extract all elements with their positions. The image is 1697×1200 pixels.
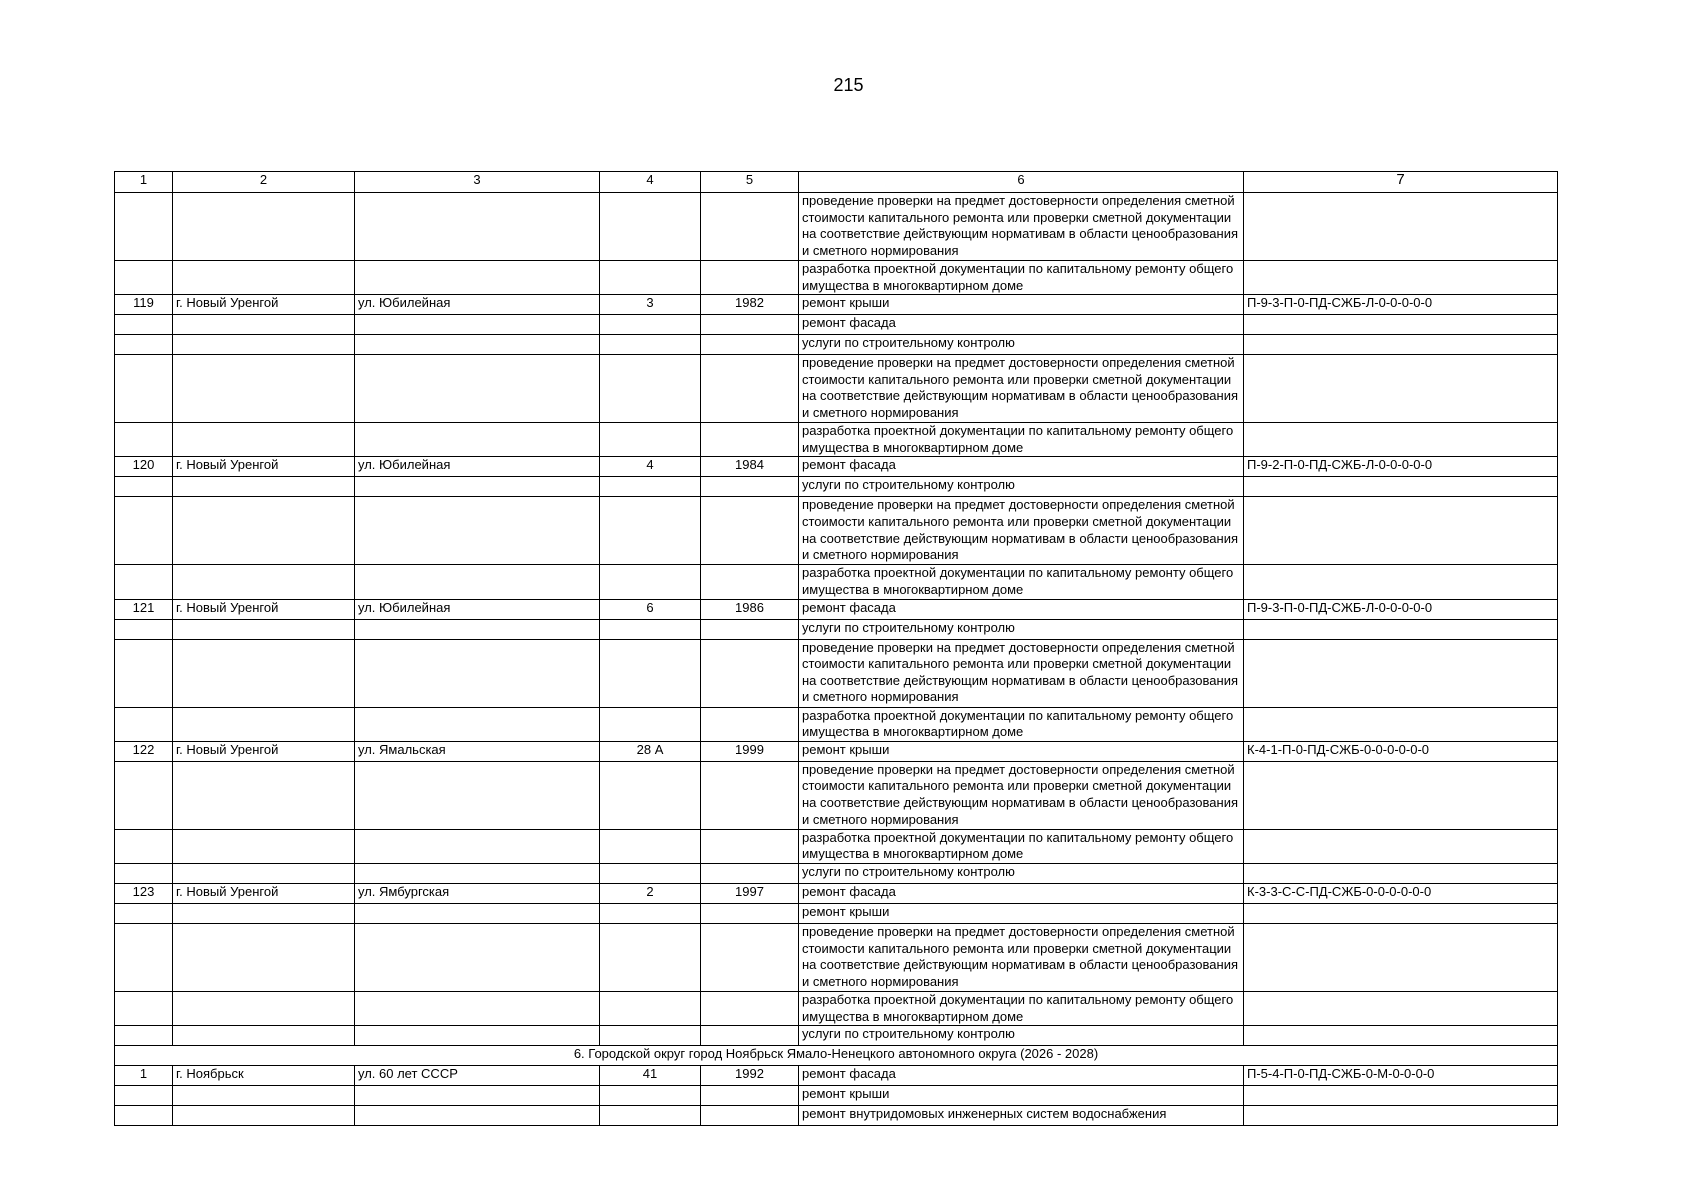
table-row: [115, 193, 1558, 261]
table-cell: [701, 261, 799, 295]
table-cell: П-9-3-П-0-ПД-СЖБ-Л-0-0-0-0-0: [1244, 599, 1558, 619]
table-cell: [355, 619, 600, 639]
table-cell: [600, 193, 701, 261]
table-cell: ул. Юбилейная: [355, 457, 600, 477]
table-cell: 28 А: [600, 741, 701, 761]
table-cell: [701, 863, 799, 883]
table-cell: [173, 1086, 355, 1106]
table-cell: К-3-3-С-С-ПД-СЖБ-0-0-0-0-0-0: [1244, 883, 1558, 903]
table-cell: [701, 1106, 799, 1126]
table-cell: ремонт крыши: [799, 741, 1244, 761]
table-cell: проведение проверки на предмет достоверности определения сметной стоимости капитального ремонта или проверки сметной документации на соответствие действующим нормативам в области ценообразования и сметного нормирования: [799, 497, 1244, 565]
table-cell: [1244, 477, 1558, 497]
table-cell: [1244, 315, 1558, 335]
table-cell: [701, 707, 799, 741]
table-cell: разработка проектной документации по капитальному ремонту общего имущества в многоквартирном доме: [799, 423, 1244, 457]
table-cell: [1244, 829, 1558, 863]
table-cell: [701, 923, 799, 991]
column-header-row: [115, 172, 1558, 193]
column-header: 4: [600, 172, 701, 193]
table-row: [115, 883, 1558, 903]
table-cell: [115, 829, 173, 863]
page-number: 215: [833, 75, 864, 95]
table-cell: [600, 335, 701, 355]
table-cell: [355, 335, 600, 355]
table-cell: проведение проверки на предмет достоверности определения сметной стоимости капитального ремонта или проверки сметной документации на соответствие действующим нормативам в области ценообразования и сметного нормирования: [799, 639, 1244, 707]
table-cell: г. Новый Уренгой: [173, 599, 355, 619]
table-cell: 41: [600, 1066, 701, 1086]
table-cell: [355, 991, 600, 1025]
table-cell: 1997: [701, 883, 799, 903]
table-cell: [701, 1086, 799, 1106]
table-cell: [600, 315, 701, 335]
column-header: 2: [173, 172, 355, 193]
table-row: [115, 335, 1558, 355]
table-cell: [355, 497, 600, 565]
table-cell: [115, 497, 173, 565]
table-cell: г. Новый Уренгой: [173, 883, 355, 903]
table-cell: 1984: [701, 457, 799, 477]
table-cell: [701, 355, 799, 423]
table-cell: [115, 335, 173, 355]
section-header-row: [115, 1046, 1558, 1066]
table-cell: [1244, 355, 1558, 423]
table-cell: [173, 923, 355, 991]
table-cell: 1986: [701, 599, 799, 619]
table-cell: [1244, 261, 1558, 295]
table-cell: 121: [115, 599, 173, 619]
table-cell: ремонт фасада: [799, 599, 1244, 619]
table-cell: [1244, 497, 1558, 565]
table-cell: [115, 261, 173, 295]
table-cell: ул. Юбилейная: [355, 599, 600, 619]
table-cell: П-9-3-П-0-ПД-СЖБ-Л-0-0-0-0-0: [1244, 295, 1558, 315]
table-cell: [173, 355, 355, 423]
table-cell: [115, 355, 173, 423]
table-row: [115, 315, 1558, 335]
table-cell: [173, 423, 355, 457]
table-cell: услуги по строительному контролю: [799, 477, 1244, 497]
table-cell: [115, 1026, 173, 1046]
table-cell: ул. Юбилейная: [355, 295, 600, 315]
table-cell: [1244, 923, 1558, 991]
table-cell: ул. 60 лет СССР: [355, 1066, 600, 1086]
table-cell: 119: [115, 295, 173, 315]
table-cell: [173, 1106, 355, 1126]
table-cell: 120: [115, 457, 173, 477]
table-row: [115, 1026, 1558, 1046]
table-cell: [173, 991, 355, 1025]
table-cell: проведение проверки на предмет достоверности определения сметной стоимости капитального ремонта или проверки сметной документации на соответствие действующим нормативам в области ценообразования и сметного нормирования: [799, 355, 1244, 423]
table-cell: [600, 477, 701, 497]
table-cell: 2: [600, 883, 701, 903]
table-cell: 6: [600, 599, 701, 619]
table-cell: [115, 923, 173, 991]
table-cell: [600, 707, 701, 741]
table-cell: ремонт фасада: [799, 457, 1244, 477]
table-cell: [355, 1106, 600, 1126]
table-cell: [600, 497, 701, 565]
column-header: 5: [701, 172, 799, 193]
table-cell: [173, 315, 355, 335]
table-cell: [173, 619, 355, 639]
table-cell: разработка проектной документации по капитальному ремонту общего имущества в многоквартирном доме: [799, 829, 1244, 863]
table-cell: [1244, 707, 1558, 741]
table-cell: [355, 477, 600, 497]
table-cell: [115, 1106, 173, 1126]
table-cell: К-4-1-П-0-ПД-СЖБ-0-0-0-0-0-0: [1244, 741, 1558, 761]
table-cell: [701, 335, 799, 355]
table-row: [115, 497, 1558, 565]
table-cell: [173, 565, 355, 599]
table-cell: П-9-2-П-0-ПД-СЖБ-Л-0-0-0-0-0: [1244, 457, 1558, 477]
table-cell: ремонт крыши: [799, 903, 1244, 923]
table-cell: услуги по строительному контролю: [799, 1026, 1244, 1046]
table-cell: [115, 423, 173, 457]
table-row: [115, 355, 1558, 423]
table-cell: [1244, 1106, 1558, 1126]
table-row: [115, 457, 1558, 477]
table-cell: [1244, 193, 1558, 261]
table-cell: [1244, 991, 1558, 1025]
table-cell: [701, 829, 799, 863]
column-header: 1: [115, 172, 173, 193]
table-cell: [1244, 1026, 1558, 1046]
table-cell: [600, 903, 701, 923]
column-header: 6: [799, 172, 1244, 193]
table-cell: [173, 497, 355, 565]
table-cell: [600, 1106, 701, 1126]
table-cell: [115, 477, 173, 497]
table-cell: разработка проектной документации по капитальному ремонту общего имущества в многоквартирном доме: [799, 261, 1244, 295]
table-cell: [701, 1026, 799, 1046]
table-cell: проведение проверки на предмет достоверности определения сметной стоимости капитального ремонта или проверки сметной документации на соответствие действующим нормативам в области ценообразования и сметного нормирования: [799, 193, 1244, 261]
table-cell: [115, 565, 173, 599]
table-row: [115, 599, 1558, 619]
table-cell: [173, 761, 355, 829]
table-row: [115, 295, 1558, 315]
table-cell: [173, 477, 355, 497]
table-cell: [115, 639, 173, 707]
table-cell: ремонт крыши: [799, 295, 1244, 315]
table-cell: 1992: [701, 1066, 799, 1086]
table-cell: [600, 261, 701, 295]
table-row: [115, 829, 1558, 863]
table-cell: [1244, 863, 1558, 883]
table-cell: [173, 335, 355, 355]
table-cell: ремонт внутридомовых инженерных систем водоснабжения: [799, 1106, 1244, 1126]
table-row: [115, 761, 1558, 829]
table-cell: [115, 903, 173, 923]
table-cell: [355, 1026, 600, 1046]
table-cell: ремонт фасада: [799, 315, 1244, 335]
table-cell: [1244, 1086, 1558, 1106]
table-cell: разработка проектной документации по капитальному ремонту общего имущества в многоквартирном доме: [799, 991, 1244, 1025]
table-cell: [600, 863, 701, 883]
table-row: [115, 1106, 1558, 1126]
table-row: [115, 565, 1558, 599]
table-cell: [355, 761, 600, 829]
table-cell: г. Новый Уренгой: [173, 295, 355, 315]
table-cell: [600, 565, 701, 599]
table-cell: [600, 1086, 701, 1106]
table-cell: [355, 565, 600, 599]
table-row: [115, 863, 1558, 883]
table-cell: 1982: [701, 295, 799, 315]
table-cell: 1: [115, 1066, 173, 1086]
table-cell: [701, 423, 799, 457]
table-cell: [355, 923, 600, 991]
table-cell: [115, 707, 173, 741]
table-row: [115, 923, 1558, 991]
table-cell: г. Новый Уренгой: [173, 741, 355, 761]
table-cell: П-5-4-П-0-ПД-СЖБ-0-М-0-0-0-0: [1244, 1066, 1558, 1086]
table-cell: [115, 1086, 173, 1106]
table-cell: ул. Ямбургская: [355, 883, 600, 903]
table-cell: услуги по строительному контролю: [799, 863, 1244, 883]
table-cell: [115, 761, 173, 829]
table-row: [115, 741, 1558, 761]
table-cell: [600, 423, 701, 457]
table-cell: [600, 923, 701, 991]
table-cell: 1999: [701, 741, 799, 761]
table-cell: [1244, 619, 1558, 639]
table-cell: [115, 193, 173, 261]
table-row: [115, 639, 1558, 707]
table-cell: [1244, 903, 1558, 923]
table-row: [115, 707, 1558, 741]
table-cell: [1244, 761, 1558, 829]
table-cell: услуги по строительному контролю: [799, 335, 1244, 355]
table-row: [115, 1066, 1558, 1086]
table-cell: 4: [600, 457, 701, 477]
table-cell: [355, 193, 600, 261]
table-row: [115, 261, 1558, 295]
table-cell: проведение проверки на предмет достоверности определения сметной стоимости капитального ремонта или проверки сметной документации на соответствие действующим нормативам в области ценообразования и сметного нормирования: [799, 923, 1244, 991]
table-cell: проведение проверки на предмет достоверности определения сметной стоимости капитального ремонта или проверки сметной документации на соответствие действующим нормативам в области ценообразования и сметного нормирования: [799, 761, 1244, 829]
table-cell: [600, 991, 701, 1025]
table-cell: разработка проектной документации по капитальному ремонту общего имущества в многоквартирном доме: [799, 707, 1244, 741]
table-cell: [701, 991, 799, 1025]
table-cell: [173, 707, 355, 741]
table-cell: [701, 903, 799, 923]
table-cell: [1244, 335, 1558, 355]
table-cell: г. Новый Уренгой: [173, 457, 355, 477]
table-row: [115, 1086, 1558, 1106]
table-cell: [173, 903, 355, 923]
table-cell: [355, 863, 600, 883]
table-cell: [173, 1026, 355, 1046]
table-row: [115, 477, 1558, 497]
table-cell: ул. Ямальская: [355, 741, 600, 761]
table-cell: [1244, 639, 1558, 707]
table-cell: [355, 707, 600, 741]
table-row: [115, 903, 1558, 923]
table-cell: [1244, 565, 1558, 599]
table-cell: [600, 1026, 701, 1046]
table-row: [115, 619, 1558, 639]
table-cell: [355, 1086, 600, 1106]
table-cell: ремонт фасада: [799, 1066, 1244, 1086]
section-title: 6. Городской округ город Ноябрьск Ямало-Ненецкого автономного округа (2026 - 2028): [115, 1046, 1558, 1066]
table-cell: 122: [115, 741, 173, 761]
table-cell: разработка проектной документации по капитальному ремонту общего имущества в многоквартирном доме: [799, 565, 1244, 599]
table-cell: услуги по строительному контролю: [799, 619, 1244, 639]
column-header: 7: [1244, 172, 1558, 193]
table-cell: [173, 193, 355, 261]
table-cell: [115, 619, 173, 639]
table-cell: 3: [600, 295, 701, 315]
table-row: [115, 991, 1558, 1025]
table-cell: [600, 761, 701, 829]
column-header: 3: [355, 172, 600, 193]
table-cell: [600, 619, 701, 639]
table-cell: [701, 761, 799, 829]
table-cell: [600, 639, 701, 707]
table-cell: [701, 619, 799, 639]
table-cell: [701, 497, 799, 565]
table-row: [115, 423, 1558, 457]
table-cell: ремонт крыши: [799, 1086, 1244, 1106]
table-cell: [701, 193, 799, 261]
table-cell: [355, 315, 600, 335]
table-cell: [115, 991, 173, 1025]
table-cell: 123: [115, 883, 173, 903]
table-cell: [701, 565, 799, 599]
table-cell: [115, 863, 173, 883]
table-cell: [701, 639, 799, 707]
table-cell: [355, 355, 600, 423]
table-cell: [173, 863, 355, 883]
table-cell: [355, 829, 600, 863]
table-cell: [701, 315, 799, 335]
table-cell: [355, 639, 600, 707]
table-cell: [355, 261, 600, 295]
table-cell: [600, 829, 701, 863]
table-cell: [355, 903, 600, 923]
table-cell: г. Ноябрьск: [173, 1066, 355, 1086]
table-cell: [1244, 423, 1558, 457]
table-cell: [355, 423, 600, 457]
table-cell: [173, 829, 355, 863]
repair-program-table: [114, 171, 1558, 1126]
table-cell: [173, 639, 355, 707]
table-cell: [115, 315, 173, 335]
table-cell: [173, 261, 355, 295]
table-cell: [701, 477, 799, 497]
table-cell: ремонт фасада: [799, 883, 1244, 903]
table-cell: [600, 355, 701, 423]
